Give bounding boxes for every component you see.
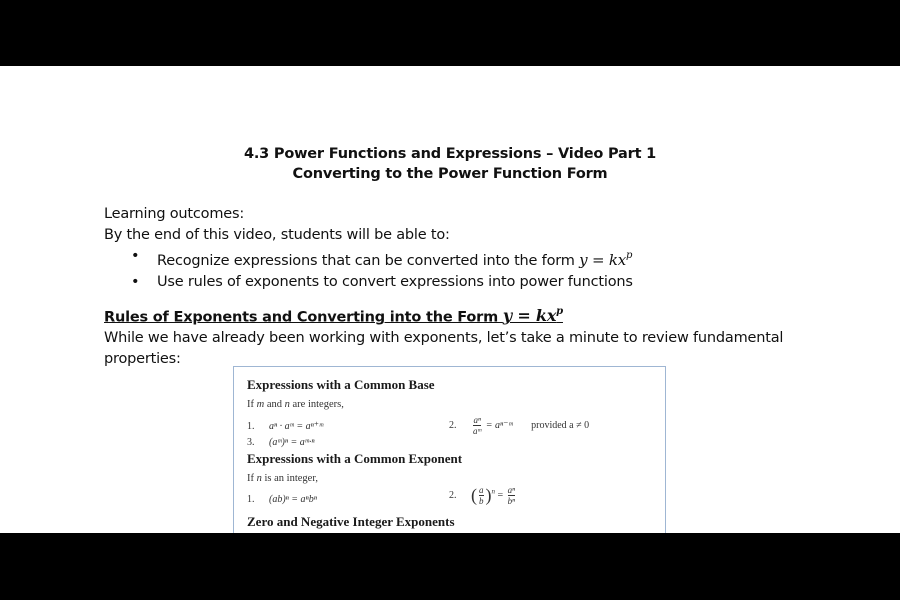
common-base-heading: Expressions with a Common Base [247, 377, 435, 392]
formula: $y = kx^p$ [579, 250, 633, 269]
rule-power: 3. (aᵐ)ⁿ = aᵐ·ⁿ [247, 437, 315, 448]
outcomes-label: Learning outcomes: [104, 206, 245, 222]
video-letterbox-top [0, 0, 900, 66]
outcome-text: Recognize expressions that can be converted into the form [157, 253, 580, 269]
section-body: While we have already been working with exponents, let’s take a minute to review fundamental properties: [104, 330, 784, 368]
fraction: $\frac{a}{b}$ [479, 485, 484, 506]
common-exponent-condition: If n is an integer, [247, 473, 319, 484]
formula: $y = kx^p$ [502, 306, 563, 326]
document-title [0, 144, 900, 184]
video-letterbox-bottom [0, 533, 900, 600]
outcome-item [104, 272, 804, 293]
common-base-condition: If m and n are integers, [247, 399, 344, 410]
rule-quotient: 2. $\frac{\text{aⁿ}}{\text{aᵐ}}$ = aⁿ⁻ᵐ provided a ≠ 0 [449, 415, 590, 436]
section-heading: Rules of Exponents and Converting into the Form $y = kx^p$ [104, 306, 563, 326]
rules-section [104, 302, 804, 370]
fraction: $\frac{\text{aⁿ}}{\text{bⁿ}}$ [507, 485, 515, 506]
outcome-item [104, 246, 804, 272]
rule-product: 1. aⁿ · aᵐ = aⁿ⁺ᵐ [247, 421, 324, 432]
common-exponent-heading: Expressions with a Common Exponent [247, 451, 463, 466]
rule-product-power: 1. (ab)ⁿ = aⁿbⁿ [247, 494, 317, 505]
outcomes-list [104, 246, 804, 293]
learning-outcomes [104, 204, 804, 293]
fraction: $\frac{\text{aⁿ}}{\text{aᵐ}}$ [473, 415, 482, 436]
exponent-rules-box [233, 366, 666, 533]
title-line-2: Converting to the Power Function Form [292, 166, 608, 182]
outcome-text: Use rules of exponents to convert expressions into power functions [157, 274, 633, 290]
bullet-icon: • [131, 248, 140, 264]
rule-quotient-power: 2. ( $\frac{a}{b}$ )$^n$ = $\frac{\text{aⁿ}}{\text{bⁿ}}$ [449, 485, 515, 506]
title-line-1: 4.3 Power Functions and Expressions – Video Part 1 [243, 146, 657, 162]
zero-negative-heading: Zero and Negative Integer Exponents [247, 514, 455, 529]
outcomes-intro: By the end of this video, students will be able to: [104, 227, 450, 243]
document-page [0, 66, 900, 533]
bullet-icon: • [131, 274, 140, 290]
